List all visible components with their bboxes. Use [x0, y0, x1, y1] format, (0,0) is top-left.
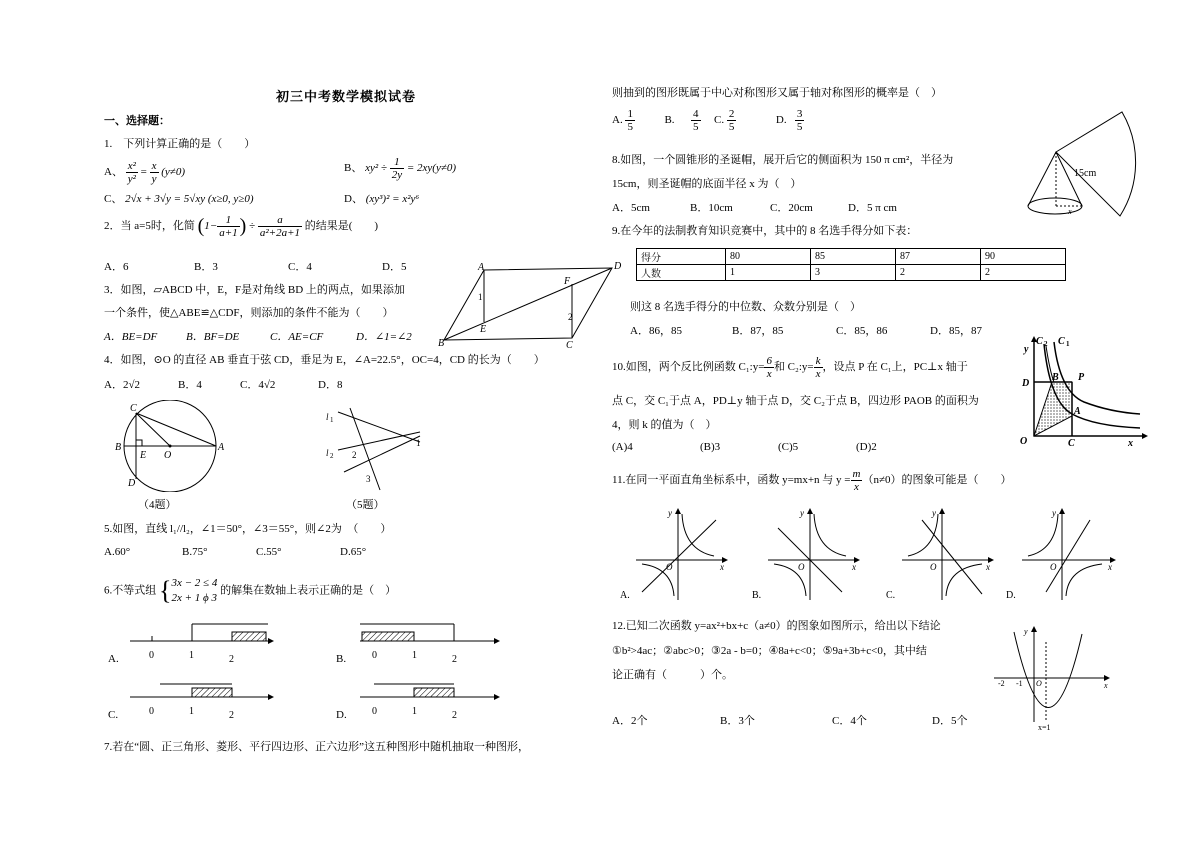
svg-text:-2: -2 — [998, 679, 1005, 688]
svg-text:2: 2 — [352, 450, 357, 460]
q11-graph-a — [618, 506, 728, 602]
table-cell: 1 — [726, 265, 811, 281]
svg-text:O: O — [798, 562, 805, 572]
q8-line2: 15cm，则圣诞帽的底面半径 x 为（ ） — [612, 178, 802, 190]
q10-line2: 点 C，交 C₁于点 A，PD⊥y 轴于点 D，交 C₂于点 B，四边形 PAOB 的面积为 — [612, 395, 979, 407]
q9-line2: 则这 8 名选手得分的中位数、众数分别是（ ） — [630, 301, 861, 313]
svg-text:0: 0 — [149, 650, 154, 661]
svg-text:A.: A. — [108, 653, 119, 665]
svg-text:x: x — [720, 562, 724, 572]
q6-numberline-d — [334, 680, 504, 724]
q8-option-d: D．5 π cm — [848, 202, 897, 214]
q1-option-b: B、 xy² ÷ $\frac{1}{2y}$ = 2xy(y≠0) — [344, 156, 457, 181]
svg-text:1: 1 — [189, 650, 194, 661]
svg-text:D: D — [128, 478, 136, 489]
q6-stem: 6.不等式组 { 3x − 2 ≤ 4 2x + 1 ϕ 3 的解集在数轴上表示正确的是（ ） — [104, 576, 397, 605]
q3-option-d: D．∠1=∠2 — [356, 331, 412, 343]
svg-text:2: 2 — [452, 710, 457, 721]
svg-text:A: A — [478, 262, 485, 273]
q12-option-a: A．2个 — [612, 715, 648, 727]
q7-line2: 则抽到的图形既属于中心对称图形又属于轴对称图形的概率是（ ） — [612, 87, 942, 99]
svg-text:2: 2 — [568, 312, 573, 322]
q12-option-b: B．3个 — [720, 715, 755, 727]
svg-text:1: 1 — [416, 438, 421, 448]
svg-text:E: E — [140, 450, 147, 461]
svg-text:1: 1 — [189, 706, 194, 717]
svg-text:D.: D. — [1006, 590, 1016, 601]
table-cell: 3 — [811, 265, 896, 281]
q4-option-d: D．8 — [318, 379, 343, 391]
svg-text:2: 2 — [229, 710, 234, 721]
q1-option-a: A、 $\frac{\text{x²}}{\text{y²}}$ = $\frac{x}{y}$ (y≠0) — [104, 160, 185, 185]
q3-option-c: C．AE=CF — [270, 331, 324, 343]
q7-option-a: A. $\frac{1}{5}$ — [612, 108, 633, 133]
section-heading: 一、选择题： — [104, 115, 170, 127]
q11-line1: 11.在同一平面直角坐标系中，函数 y=mx+n 与 y = $\frac{m}{x}$ （n≠0）的图象可能是（ ） — [612, 468, 1012, 493]
q7-option-c: C. $\frac{2}{5}$ — [714, 108, 735, 133]
q7-option-b: B. $\frac{4}{5}$ — [664, 108, 699, 133]
svg-text:x: x — [1104, 681, 1108, 690]
svg-text:1: 1 — [330, 416, 334, 424]
q9-option-a: A．86，85 — [630, 325, 682, 337]
svg-text:1: 1 — [478, 292, 483, 302]
q8-line1: 8.如图，一个圆锥形的圣诞帽，展开后它的侧面积为 150 π cm²，半径为 — [612, 154, 954, 166]
q10-line3: 4，则 k 的值为（ ） — [612, 419, 717, 431]
svg-text:O: O — [1020, 436, 1028, 447]
q6-numberline-a — [104, 618, 274, 668]
q1-stem: 1. 下列计算正确的是（ ） — [104, 138, 256, 150]
svg-text:O: O — [1050, 562, 1057, 572]
svg-text:0: 0 — [372, 706, 377, 717]
q3-line2: 一个条件，使△ABE≌△CDF，则添加的条件不能为（ ） — [104, 307, 394, 319]
table-cell: 得分 — [637, 249, 726, 265]
q4-option-a: A．2√2 — [104, 379, 140, 391]
svg-text:B: B — [115, 442, 122, 453]
q10-option-c: (C)5 — [778, 441, 799, 453]
svg-text:y: y — [668, 508, 672, 518]
q12-option-d: D．5个 — [932, 715, 968, 727]
svg-text:C.: C. — [108, 709, 119, 721]
svg-text:O: O — [930, 562, 937, 572]
q9-option-b: B．87，85 — [732, 325, 784, 337]
svg-text:l: l — [326, 412, 329, 422]
q1-option-d: D、 (xy³)² = x²y⁶ — [344, 193, 420, 205]
svg-text:O: O — [164, 450, 172, 461]
q12-option-c: C．4个 — [832, 715, 867, 727]
table-cell: 87 — [896, 249, 981, 265]
q5-figure-caption: （5题） — [346, 499, 385, 511]
q7-options — [612, 108, 804, 133]
svg-text:D: D — [614, 261, 622, 272]
q2-option-b: B．3 — [194, 261, 218, 273]
svg-text:x=1: x=1 — [1038, 723, 1051, 732]
svg-text:B: B — [1052, 372, 1059, 383]
svg-text:O: O — [1036, 679, 1042, 688]
svg-text:y: y — [800, 508, 804, 518]
svg-text:B.: B. — [336, 653, 347, 665]
svg-text:1: 1 — [1066, 340, 1070, 348]
page-title: 初三中考数学模拟试卷 — [276, 89, 417, 104]
q3-option-a: A．BE=DF — [104, 331, 158, 343]
svg-text:A.: A. — [620, 590, 630, 601]
svg-text:D: D — [1022, 378, 1030, 389]
q9-line1: 9.在今年的法制教育知识竞赛中，其中的 8 名选手得分如下表： — [612, 225, 918, 237]
svg-text:15cm: 15cm — [1074, 168, 1097, 179]
q5-option-c: C.55° — [256, 546, 282, 558]
q6-numberline-c — [104, 680, 274, 724]
svg-text:C: C — [1036, 336, 1043, 347]
q9-option-c: C．85，86 — [836, 325, 888, 337]
svg-text:y: y — [932, 508, 936, 518]
table-row — [637, 265, 1066, 281]
q10-option-d: (D)2 — [856, 441, 877, 453]
svg-text:0: 0 — [149, 706, 154, 717]
svg-text:2: 2 — [330, 452, 334, 460]
svg-text:O: O — [666, 562, 673, 572]
svg-text:C: C — [1068, 438, 1075, 448]
q12-line1: 12.已知二次函数 y=ax²+bx+c（a≠0）的图象如图所示，给出以下结论 — [612, 620, 941, 632]
svg-text:C: C — [1058, 336, 1065, 347]
svg-text:0: 0 — [372, 650, 377, 661]
q10-hyperbola-figure — [1014, 332, 1148, 448]
q8-option-a: A．5cm — [612, 202, 650, 214]
svg-text:D.: D. — [336, 709, 347, 721]
table-cell: 80 — [726, 249, 811, 265]
svg-text:P: P — [1078, 372, 1085, 383]
table-cell: 人数 — [637, 265, 726, 281]
svg-text:1: 1 — [412, 706, 417, 717]
q4-circle-figure — [112, 400, 232, 492]
svg-text:B.: B. — [752, 590, 762, 601]
svg-text:C.: C. — [886, 590, 896, 601]
svg-text:B: B — [438, 338, 445, 348]
q9-option-d: D．85，87 — [930, 325, 982, 337]
svg-text:y: y — [1024, 344, 1029, 355]
table-row — [637, 249, 1066, 265]
svg-text:C: C — [130, 403, 137, 414]
q9-score-table — [636, 248, 1066, 281]
svg-text:y: y — [1024, 627, 1028, 636]
q3-parallelogram-figure — [438, 260, 622, 348]
svg-text:E: E — [480, 324, 487, 335]
q2-option-c: C．4 — [288, 261, 312, 273]
q10-option-b: (B)3 — [700, 441, 721, 453]
q3-option-b: B．BF=DE — [186, 331, 240, 343]
table-cell: 2 — [981, 265, 1066, 281]
q10-option-a: (A)4 — [612, 441, 633, 453]
q4-option-b: B．4 — [178, 379, 202, 391]
q2-stem: 2．当 a=5时，化简 (1− $\frac{1}{a+1}$ ) ÷ $\frac{a}{\text{a²+2a+1}}$ 的结果是( ) — [104, 214, 379, 239]
q12-line2: ①b²>4ac；②abc>0；③2a - b=0；④8a+c<0；⑤9a+3b+c<0，其中结 — [612, 645, 927, 657]
svg-text:y: y — [1052, 508, 1056, 518]
svg-text:C: C — [566, 340, 573, 348]
q8-option-b: B．10cm — [690, 202, 733, 214]
q10-line1: 10.如图，两个反比例函数 C₁:y= $\frac{6}{x}$ 和 C₂:y= $\frac{k}{x}$ ，设点 P 在 C₁上，PC⊥x 轴于 — [612, 355, 968, 380]
svg-text:F: F — [564, 276, 571, 287]
q7-line1: 7.若在“圆、正三角形、菱形、平行四边形、正六边形”这五种图形中随机抽取一种图形， — [104, 741, 530, 753]
q11-graph-d — [1004, 506, 1116, 602]
q4-option-c: C．4√2 — [240, 379, 276, 391]
q2-option-d: D．5 — [382, 261, 407, 273]
q4-line1: 4．如图，⊙O 的直径 AB 垂直于弦 CD，垂足为 E，∠A=22.5°，OC=4，CD 的长为（ ） — [104, 354, 545, 366]
svg-text:2: 2 — [1044, 340, 1048, 348]
svg-text:A: A — [1074, 406, 1081, 417]
svg-text:3: 3 — [366, 474, 371, 484]
q7-option-d: D. $\frac{3}{5}$ — [775, 108, 803, 133]
q5-lines-figure — [320, 404, 430, 494]
svg-text:x: x — [1128, 438, 1133, 448]
q8-cone-figure — [1022, 110, 1164, 232]
table-cell: 2 — [896, 265, 981, 281]
q4-figure-caption: （4题） — [138, 499, 177, 511]
q3-line1: 3．如图，▱ABCD 中，E，F是对角线 BD 上的两点，如果添加 — [104, 284, 405, 296]
q2-option-a: A．6 — [104, 261, 129, 273]
q11-graph-c — [884, 506, 994, 602]
q5-option-d: D.65° — [340, 546, 367, 558]
svg-text:1: 1 — [412, 650, 417, 661]
svg-text:x: x — [1108, 562, 1112, 572]
q5-line1: 5.如图，直线 l₁//l₂，∠1＝50°，∠3＝55°，则∠2为 （ ） — [104, 523, 392, 535]
q12-parabola-figure — [990, 622, 1114, 732]
svg-text:2: 2 — [229, 654, 234, 665]
table-cell: 90 — [981, 249, 1066, 265]
q5-option-a: A.60° — [104, 546, 131, 558]
q5-option-b: B.75° — [182, 546, 208, 558]
q11-graph-b — [750, 506, 860, 602]
svg-text:x: x — [852, 562, 856, 572]
svg-text:l: l — [326, 448, 329, 458]
q6-numberline-b — [334, 618, 504, 668]
table-cell: 85 — [811, 249, 896, 265]
q1-option-c: C、 2√x + 3√y = 5√xy (x≥0, y≥0) — [104, 193, 254, 205]
q12-line3: 论正确有（ ）个。 — [612, 669, 733, 681]
svg-text:x: x — [1068, 207, 1072, 216]
svg-text:x: x — [986, 562, 990, 572]
svg-text:-1: -1 — [1016, 679, 1023, 688]
svg-text:2: 2 — [452, 654, 457, 665]
svg-text:A: A — [218, 442, 225, 453]
q8-option-c: C．20cm — [770, 202, 813, 214]
